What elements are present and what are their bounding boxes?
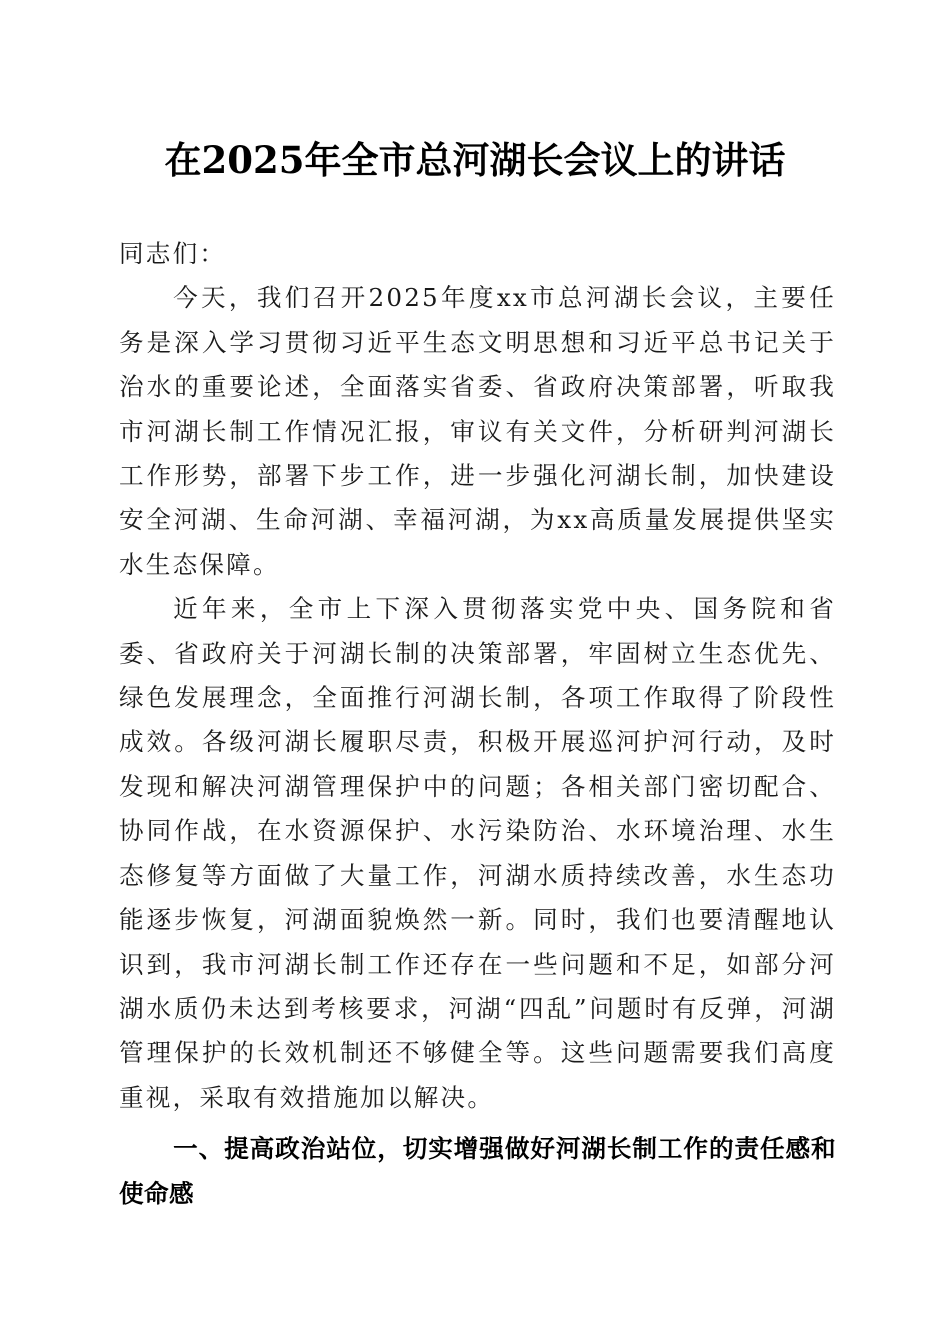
section-heading: 一、提高政治站位，切实增强做好河湖长制工作的责任感和使命感 (119, 1134, 836, 1209)
paragraph-opening: 今天，我们召开2025年度xx市总河湖长会议，主要任务是深入学习贯彻习近平生态文明思想和习近平总书记关于治水的重要论述，全面落实省委、省政府决策部署，听取我市河湖长制工作情况汇报，审议有关文件，分析研判河湖长工作形势，部署下步工作，进一步强化河湖长制，加快建设安全河湖、生命河湖、幸福河湖，为xx高质量发展提供坚实水生态保障。 (119, 283, 836, 579)
paragraph-review: 近年来，全市上下深入贯彻落实党中央、国务院和省委、省政府关于河湖长制的决策部署，牢固树立生态优先、绿色发展理念，全面推行河湖长制，各项工作取得了阶段性成效。各级河湖长履职尽责，积极开展巡河护河行动，及时发现和解决河湖管理保护中的问题；各相关部门密切配合、协同作战，在水资源保护、水污染防治、水环境治理、水生态修复等方面做了大量工作，河湖水质持续改善，水生态功能逐步恢复，河湖面貌焕然一新。同时，我们也要清醒地认识到，我市河湖长制工作还存在一些问题和不足，如部分河湖水质仍未达到考核要求，河湖“四乱”问题时有反弹，河湖管理保护的长效机制还不够健全等。这些问题需要我们高度重视，采取有效措施加以解决。 (119, 594, 836, 1112)
document-body (119, 232, 836, 1216)
document-title: 在2025年全市总河湖长会议上的讲话 (164, 138, 786, 182)
salutation: 同志们： (119, 239, 227, 268)
